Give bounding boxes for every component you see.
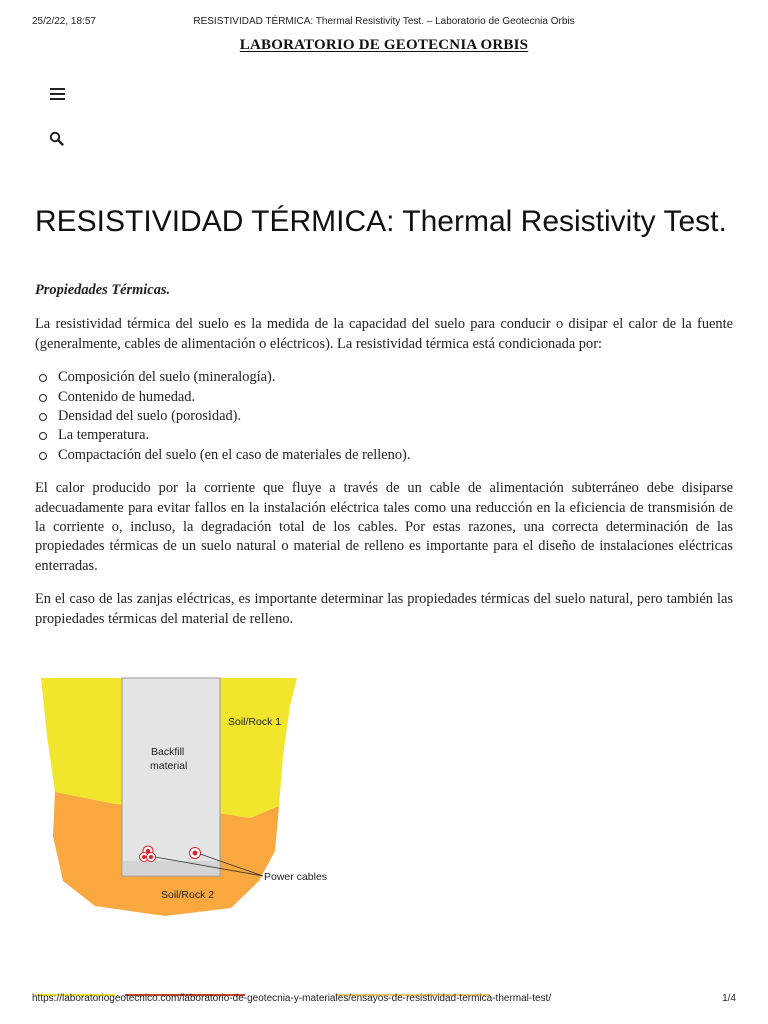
search-icon[interactable] (49, 131, 65, 147)
next-image-edge (35, 984, 490, 988)
print-doc-title: RESISTIVIDAD TÉRMICA: Thermal Resistivity Test. – Laboratorio de Geotecnia Orbis (193, 16, 575, 27)
heat-paragraph: El calor producido por la corriente que fluye a través de un cable de alimentación subterráneo debe disiparse adecuadamente para evitar fallos en la instalación eléctrica tales como una reducción en la eficiencia de transmisión de la corriente o, incluso, la degradación total de los cables. Por estas razones, una correcta determinación de las propiedades térmicas de un suelo natural o material de relleno es importante para el diseño de instalaciones eléctricas enterradas. (35, 480, 733, 574)
page-url: https://laboratoriogeotecnico.com/laboratorio-de-geotecnia-y-materiales/ensayos-de-resistividad-termica-thermal-test/ (32, 993, 552, 1004)
trench-bedding (123, 861, 219, 875)
intro-paragraph: La resistividad térmica del suelo es la medida de la capacidad del suelo para conducir o disipar el calor de la fuente (generalmente, cables de alimentación o eléctricos). La resistividad térmica está condicionada por: (35, 316, 733, 352)
backfill-label-line-2: material (150, 760, 188, 772)
site-title-link[interactable]: LABORATORIO DE GEOTECNIA ORBIS (239, 37, 529, 53)
soil-rock-1-label: Soil/Rock 1 (228, 716, 282, 728)
backfill-trench (122, 678, 220, 876)
list-item: Densidad del suelo (porosidad). (35, 407, 733, 426)
backfill-label-line-1: Backfill (151, 746, 185, 758)
trench-paragraph: En el caso de las zanjas eléctricas, es importante determinar las propiedades térmicas del suelo natural, pero también las propiedades térmicas del material de relleno. (35, 591, 733, 627)
print-datetime: 25/2/22, 18:57 (32, 16, 96, 27)
menu-icon[interactable] (49, 85, 67, 101)
article-body (35, 281, 733, 643)
factors-list (35, 368, 733, 465)
soil-rock-2-label: Soil/Rock 2 (161, 889, 215, 901)
list-item: Contenido de humedad. (35, 388, 733, 407)
list-item: Composición del suelo (mineralogía). (35, 368, 733, 387)
page-title: RESISTIVIDAD TÉRMICA: Thermal Resistivity Test. (35, 205, 727, 238)
trench-diagram (35, 676, 345, 926)
section-subheading: Propiedades Térmicas. (35, 282, 171, 298)
power-cables-label: Power cables (264, 871, 328, 883)
site-title (0, 37, 768, 54)
list-item: La temperatura. (35, 426, 733, 445)
page-number: 1/4 (722, 993, 736, 1004)
list-item: Compactación del suelo (en el caso de materiales de relleno). (35, 446, 733, 465)
